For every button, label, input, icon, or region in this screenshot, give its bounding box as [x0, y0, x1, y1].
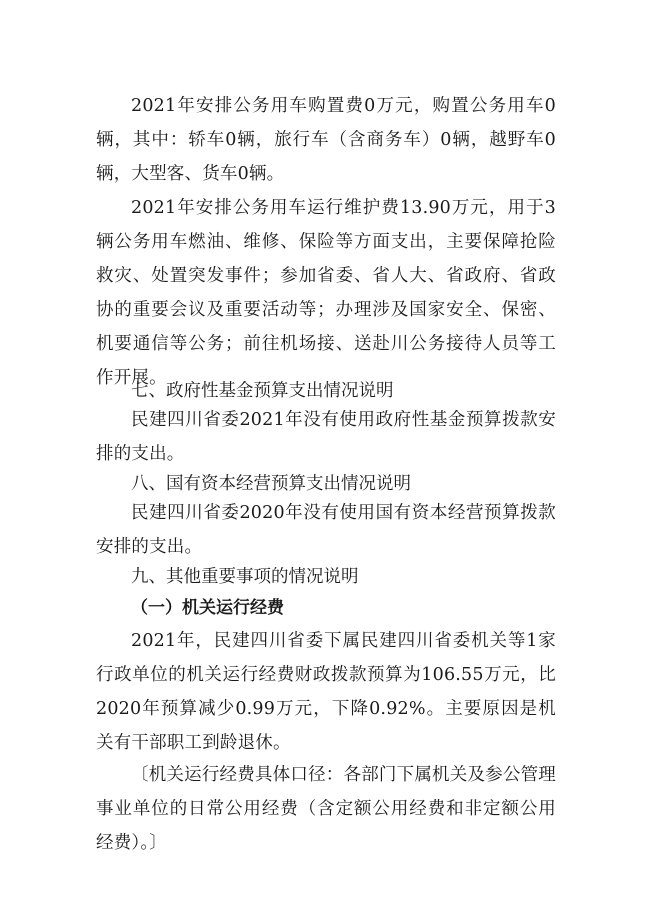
- operating-costs-note: 〔机关运行经费具体口径：各部门下属机关及参公管理事业单位的日常公用经费（含定额公用经费和非定额公用经费）。〕: [96, 765, 556, 853]
- section-7-heading: 七、政府性基金预算支出情况说明: [131, 381, 394, 401]
- operating-costs-paragraph: 2021年，民建四川省委下属民建四川省委机关等1家行政单位的机关运行经费财政拨款预算为106.55万元，比2020年预算减少0.99万元，下降0.92%。主要原因是机关有干部职工到龄退休。: [96, 631, 556, 753]
- subsection-1-heading: （一）机关运行经费: [131, 598, 284, 618]
- gov-fund-paragraph: 民建四川省委2021年没有使用政府性基金预算拨款安排的支出。: [96, 410, 556, 464]
- vehicle-maintenance-paragraph: 2021年安排公务用车运行维护费13.90万元，用于3辆公务用车燃油、维修、保险等方面支出，主要保障抢险救灾、处置突发事件；参加省委、省人大、省政府、省政协的重要会议及重要活动等；办理涉及国家安全、保密、机要通信等公务；前往机场接、送赴川公务接待人员等工作开展。: [96, 198, 556, 388]
- vehicle-purchase-paragraph: 2021年安排公务用车购置费0万元，购置公务用车0辆，其中：轿车0辆，旅行车（含商务车）0辆，越野车0辆，大型客、货车0辆。: [96, 96, 556, 184]
- state-capital-paragraph: 民建四川省委2020年没有使用国有资本经营预算拨款安排的支出。: [96, 503, 556, 557]
- section-8-heading: 八、国有资本经营预算支出情况说明: [131, 474, 411, 494]
- section-9-heading: 九、其他重要事项的情况说明: [131, 567, 359, 587]
